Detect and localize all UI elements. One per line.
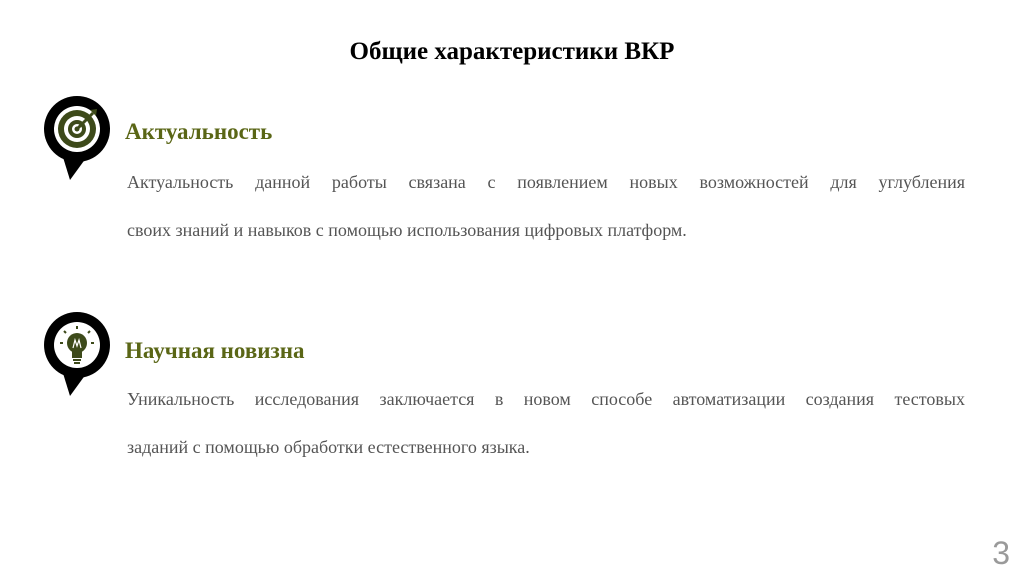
slide-title: Общие характеристики ВКР xyxy=(349,38,675,65)
section-heading-novelty: Научная новизна xyxy=(125,338,305,363)
text-line: Уникальность исследования заключается в новом способе автоматизации создания тестовых xyxy=(127,389,965,409)
page-number: 3 xyxy=(992,535,1010,571)
section-heading-relevance: Актуальность xyxy=(125,119,273,144)
section-text-novelty xyxy=(127,375,965,471)
text-line: заданий с помощью обработки естественного языка. xyxy=(127,437,530,457)
text-line: Актуальность данной работы связана с появлением новых возможностей для углубления xyxy=(127,172,965,192)
lightbulb-pin-icon xyxy=(40,308,114,400)
section-text-relevance xyxy=(127,158,965,254)
text-line: своих знаний и навыков с помощью использования цифровых платформ. xyxy=(127,220,687,240)
target-pin-icon xyxy=(40,92,114,184)
